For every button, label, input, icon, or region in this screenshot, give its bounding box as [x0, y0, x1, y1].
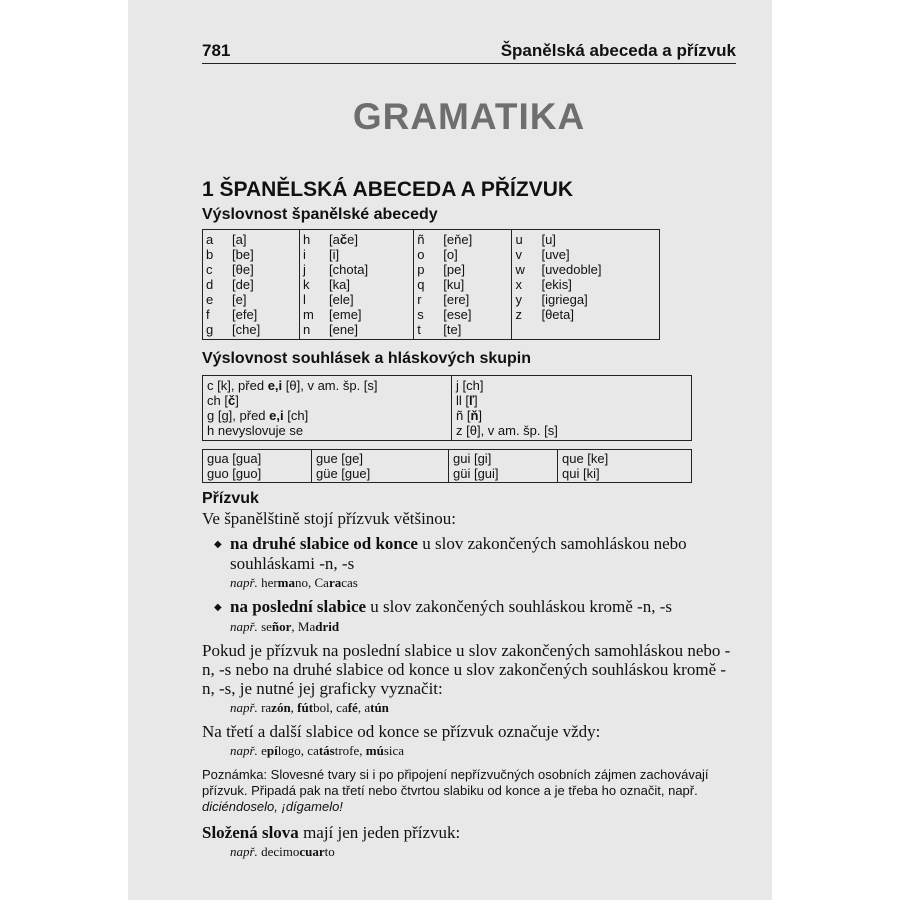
alphabet-entry — [515, 262, 656, 277]
diamond-bullet-icon: ◆ — [214, 602, 222, 613]
alphabet-entry — [417, 322, 508, 337]
pronunciation: [ekis] — [541, 277, 572, 292]
alphabet-entry — [206, 247, 296, 262]
alphabet-entry — [206, 262, 296, 277]
alphabet-entry — [303, 262, 410, 277]
letter: u — [515, 232, 523, 247]
pronunciation: [uvedoble] — [541, 262, 602, 277]
diamond-bullet-icon: ◆ — [214, 539, 222, 550]
book-page — [128, 0, 772, 900]
letter: z — [515, 307, 522, 322]
consonant-line: j [ch] — [456, 378, 484, 393]
alphabet-column — [414, 230, 512, 340]
pronunciation: [θeta] — [541, 307, 574, 322]
example-final: např. señor, Madrid — [230, 619, 340, 634]
letter: b — [206, 247, 214, 262]
pronunciation: [i] — [329, 247, 340, 262]
alphabet-column — [300, 230, 414, 340]
alphabet-entry — [206, 277, 296, 292]
pronunciation: [a] — [232, 232, 247, 247]
group-cell — [203, 450, 312, 483]
letter: p — [417, 262, 425, 277]
letter: r — [417, 292, 422, 307]
consonants-heading: Výslovnost souhlásek a hláskových skupin — [202, 350, 532, 367]
consonants-table — [202, 375, 692, 441]
letter: d — [206, 277, 214, 292]
pronunciation: [de] — [232, 277, 254, 292]
alphabet-entry — [515, 292, 656, 307]
letter: c — [206, 262, 213, 277]
pronunciation: [eme] — [329, 307, 362, 322]
letter: w — [515, 262, 525, 277]
alphabet-entry — [515, 307, 656, 322]
group-cell — [558, 450, 692, 483]
pronunciation: [ere] — [443, 292, 470, 307]
compound-words-rule: Složená slova mají jen jeden přízvuk: — [202, 823, 461, 842]
alphabet-entry — [417, 307, 508, 322]
group-cell — [312, 450, 449, 483]
alphabet-entry — [206, 292, 296, 307]
group-line: güi [gui] — [453, 466, 499, 481]
consonant-line: ll [ľ] — [456, 393, 478, 408]
consonant-line: h nevyslovuje se — [207, 423, 304, 438]
running-title: Španělská abeceda a přízvuk — [500, 41, 736, 60]
consonant-line: ñ [ň] — [456, 408, 483, 423]
note-paragraph: Poznámka: Slovesné tvary si i po připojení nepřízvučných osobních zájmen zachovávají přízvuk. Připadá pak na třetí nebo čtvrtou slabiku od konce a je třeba ho označit, např. diciéndoselo, ¡dígamelo! — [202, 767, 709, 814]
graphic-accent-rule: Pokud je přízvuk na poslední slabice u slov zakončených samohláskou nebo -n, -s nebo na druhé slabice od konce u slov zakončených souhláskou kromě -n, -s, je nutné jej graficky vyznačit: — [202, 641, 731, 698]
group-line: qui [ki] — [562, 466, 600, 481]
third-syllable-rule: Na třetí a další slabice od konce se přízvuk označuje vždy: — [202, 722, 601, 741]
pronunciation: [ku] — [443, 277, 465, 292]
group-line: que [ke] — [562, 451, 609, 466]
alphabet-column — [203, 230, 300, 340]
page-number: 781 — [202, 41, 231, 60]
letter: i — [303, 247, 306, 262]
letter: f — [206, 307, 210, 322]
letter: l — [303, 292, 306, 307]
pronunciation: [pe] — [443, 262, 465, 277]
stress-intro: Ve španělštině stojí přízvuk většinou: — [202, 509, 457, 528]
group-line: gua [gua] — [207, 451, 262, 466]
pronunciation: [be] — [232, 247, 254, 262]
pronunciation: [ene] — [329, 322, 358, 337]
section-heading: 1 ŠPANĚLSKÁ ABECEDA A PŘÍZVUK — [202, 178, 574, 201]
alphabet-entry — [417, 277, 508, 292]
letter: v — [515, 247, 522, 262]
alphabet-column — [512, 230, 660, 340]
alphabet-entry — [303, 292, 410, 307]
stress-rule-final: ◆ na poslední slabice u slov zakončených souhláskou kromě -n, -s — [214, 597, 672, 616]
consonants-left-cell — [203, 376, 452, 441]
letter: t — [417, 322, 421, 337]
pronunciation: [che] — [232, 322, 261, 337]
pronunciation: [igriega] — [541, 292, 588, 307]
pronunciation: [chota] — [329, 262, 369, 277]
letter: e — [206, 292, 214, 307]
letter: a — [206, 232, 214, 247]
group-line: gui [gi] — [453, 451, 492, 466]
pronunciation: [te] — [443, 322, 462, 337]
example-third-syllable: např. epílogo, catástrofe, música — [230, 743, 405, 758]
example-compound: např. decimocuarto — [230, 844, 335, 859]
alphabet-entry — [303, 322, 410, 337]
alphabet-entry — [515, 277, 656, 292]
group-cell — [449, 450, 558, 483]
pronunciation: [o] — [443, 247, 458, 262]
alphabet-entry — [206, 307, 296, 322]
letter: j — [303, 262, 306, 277]
stress-heading: Přízvuk — [202, 490, 259, 507]
pronunciation: [θe] — [232, 262, 254, 277]
pronunciation: [e] — [232, 292, 247, 307]
pronunciation: [ese] — [443, 307, 472, 322]
alphabet-entry — [515, 247, 656, 262]
pronunciation: [eňe] — [443, 232, 473, 247]
pronunciation: [ka] — [329, 277, 350, 292]
chapter-title: GRAMATIKA — [352, 96, 586, 137]
example-penultimate: např. hermano, Caracas — [230, 575, 358, 590]
alphabet-entry — [303, 277, 410, 292]
example-graphic-accent: např. razón, fútbol, café, atún — [230, 700, 389, 715]
letter: k — [303, 277, 310, 292]
alphabet-entry — [417, 232, 508, 247]
letter: q — [417, 277, 425, 292]
consonants-right-cell — [452, 376, 692, 441]
alphabet-entry — [515, 232, 656, 247]
consonant-line: g [g], před e,i [ch] — [207, 408, 309, 423]
alphabet-entry — [206, 232, 296, 247]
letter: h — [303, 232, 311, 247]
alphabet-entry — [303, 232, 410, 247]
pronunciation: [ele] — [329, 292, 354, 307]
letter: m — [303, 307, 314, 322]
group-line: gue [ge] — [316, 451, 363, 466]
group-line: güe [gue] — [316, 466, 371, 481]
letter: s — [417, 307, 424, 322]
letter: ñ — [417, 232, 425, 247]
pronunciation: [u] — [541, 232, 556, 247]
alphabet-entry — [303, 247, 410, 262]
pronunciation: [uve] — [541, 247, 570, 262]
pronunciation: [efe] — [232, 307, 258, 322]
letter-groups-table — [202, 449, 692, 483]
consonant-line: ch [č] — [207, 393, 239, 408]
letter: x — [515, 277, 522, 292]
group-line: guo [guo] — [207, 466, 262, 481]
letter: y — [515, 292, 522, 307]
letter: n — [303, 322, 311, 337]
alphabet-entry — [417, 292, 508, 307]
alphabet-entry — [303, 307, 410, 322]
letter: g — [206, 322, 214, 337]
consonant-line: c [k], před e,i [θ], v am. šp. [s] — [207, 378, 378, 393]
consonant-line: z [θ], v am. šp. [s] — [456, 423, 558, 438]
page-header — [202, 35, 736, 64]
alphabet-entry — [417, 262, 508, 277]
alphabet-table — [202, 229, 660, 340]
alphabet-entry — [206, 322, 296, 337]
stress-rule-penultimate: ◆ na druhé slabice od konce u slov zakončených samohláskou nebo souhláskami -n, -s — [214, 534, 687, 573]
letter: o — [417, 247, 425, 262]
pronunciation: [ače] — [329, 232, 358, 247]
alphabet-entry — [417, 247, 508, 262]
alphabet-heading: Výslovnost španělské abecedy — [202, 206, 438, 223]
